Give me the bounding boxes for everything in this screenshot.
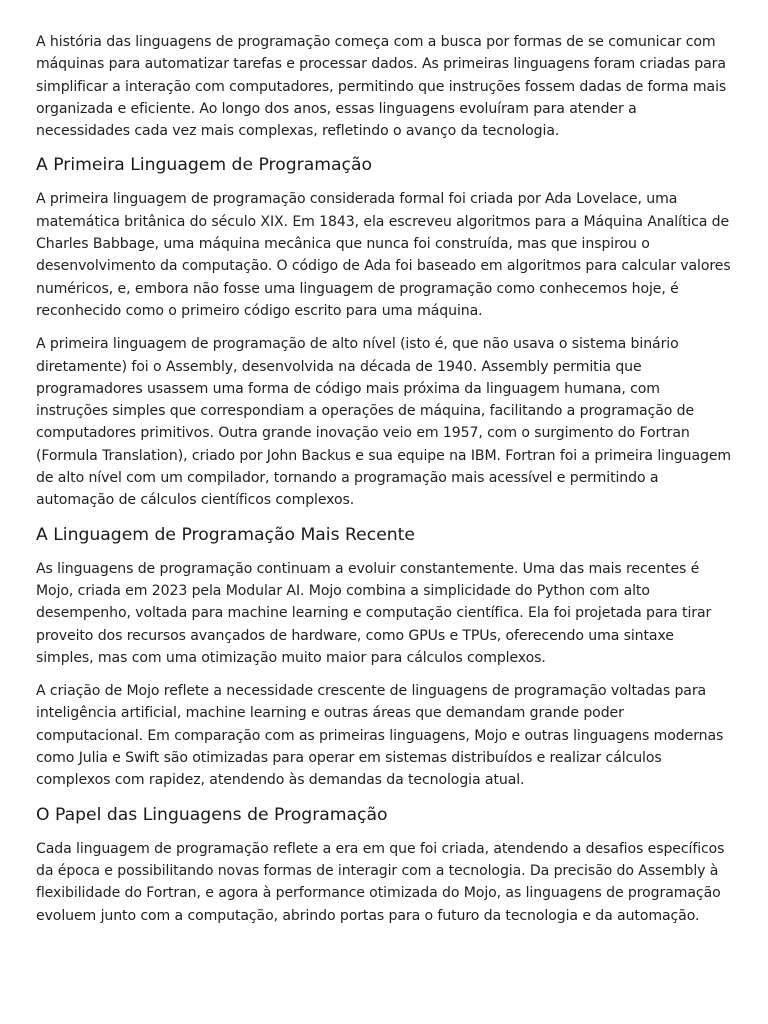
section-heading-first-language: A Primeira Linguagem de Programação xyxy=(36,155,373,176)
section-heading-recent-language: A Linguagem de Programação Mais Recente xyxy=(36,524,415,545)
intro-paragraph: A história das linguagens de programação começa com a busca por formas de se comunicar com máquinas para automatizar tarefas e processar dados. As primeiras linguagens foram criadas para simplificar a interação com computadores, permitindo que instruções fossem dadas de forma mais organizada e eficiente. Ao longo dos anos, essas linguagens evoluíram para atender a necessidades cada vez mais complexas, refletindo o avanço da tecnologia. xyxy=(36,34,727,140)
paragraph-assembly-fortran: A primeira linguagem de programação de alto nível (isto é, que não usava o sistema binário diretamente) foi o Assembly, desenvolvida na década de 1940. Assembly permitia que programadores usassem uma forma de código mais próxima da linguagem humana, com instruções simples que correspondiam a operações de máquina, facilitando a programação de computadores primitivos. Outra grande inovação veio em 1957, com o surgimento do Fortran (Formula Translation), criado por John Backus e sua equipe na IBM. Fortran foi a primeira linguagem de alto nível com um compilador, tornando a programação mais acessível e permitindo a automação de cálculos científicos complexos. xyxy=(36,336,732,509)
paragraph-mojo-context: A criação de Mojo reflete a necessidade crescente de linguagens de programação voltadas para inteligência artificial, machine learning e outras áreas que demandam grande poder computacional. Em comparação com as primeiras linguagens, Mojo e outras linguagens modernas como Julia e Swift são otimizadas para operar em sistemas distribuídos e realizar cálculos complexos com rapidez, atendendo às demandas da tecnologia atual. xyxy=(36,683,724,789)
paragraph-mojo-intro: As linguagens de programação continuam a evoluir constantemente. Uma das mais recentes é Mojo, criada em 2023 pela Modular AI. Mojo combina a simplicidade do Python com alto desempenho, voltada para machine learning e computação científica. Ela foi projetada para tirar proveito dos recursos avançados de hardware, como GPUs e TPUs, oferecendo uma sintaxe simples, mas com uma otimização muito maior para cálculos complexos. xyxy=(36,560,712,666)
paragraph-role: Cada linguagem de programação reflete a era em que foi criada, atendendo a desafios específicos da época e possibilitando novas formas de interagir com a tecnologia. Da precisão do Assembly à flexibilidade do Fortran, e agora à performance otimizada do Mojo, as linguagens de programação evoluem junto com a computação, abrindo portas para o futuro da tecnologia e da automação. xyxy=(36,840,725,924)
section-heading-role: O Papel das Linguagens de Programação xyxy=(36,804,388,825)
paragraph-ada-lovelace: A primeira linguagem de programação considerada formal foi criada por Ada Lovelace, uma matemática britânica do século XIX. Em 1843, ela escreveu algoritmos para a Máquina Analítica de Charles Babbage, uma máquina mecânica que nunca foi construída, mas que inspirou o desenvolvimento da computação. O código de Ada foi baseado em algoritmos para calcular valores numéricos, e, embora não fosse uma linguagem de programação como conhecemos hoje, é reconhecido como o primeiro código escrito para uma máquina. xyxy=(36,191,731,319)
